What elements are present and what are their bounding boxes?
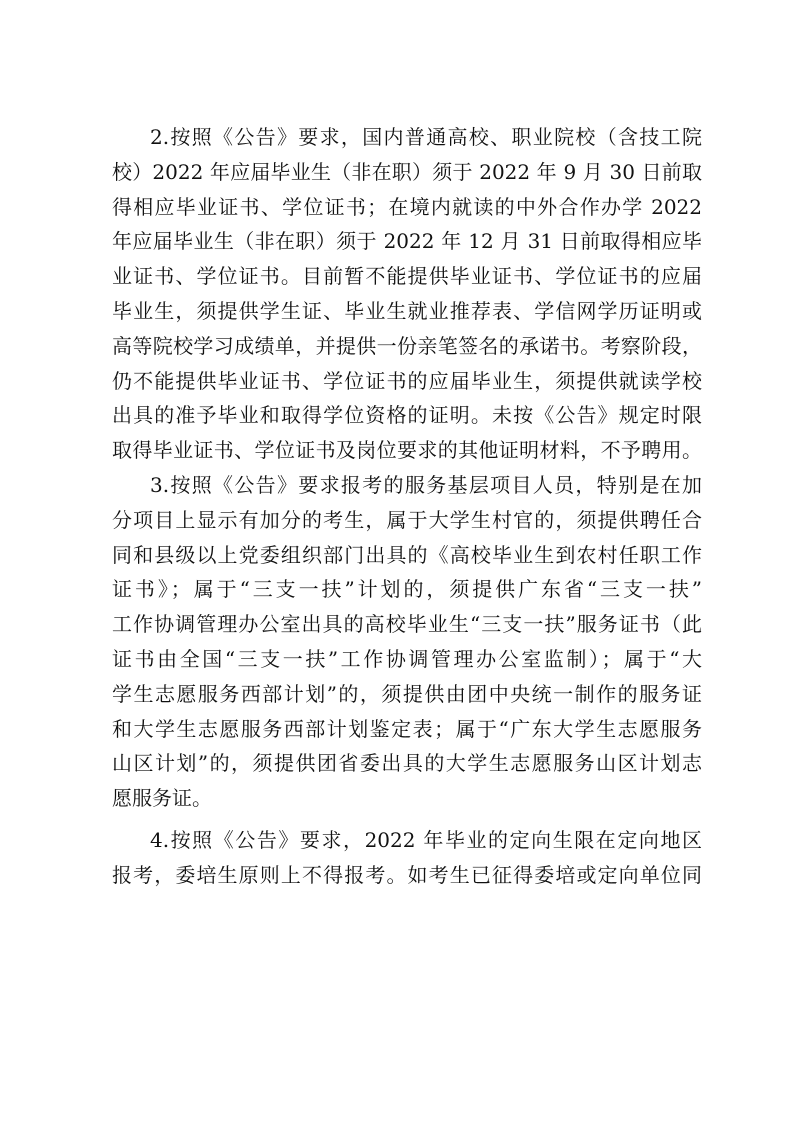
text-line: 分项目上显示有加分的考生，属于大学生村官的，须提供聘任合 (112, 507, 702, 532)
paragraph-item-4 (112, 823, 702, 893)
text-line: 证书》；属于“三支一扶”计划的，须提供广东省“三支一扶” (112, 577, 702, 602)
text-line: 仍不能提供毕业证书、学位证书的应届毕业生，须提供就读学校 (112, 368, 702, 393)
text-line: 工作协调管理办公室出具的高校毕业生“三支一扶”服务证书（此 (112, 612, 702, 637)
text-line: 和大学生志愿服务西部计划鉴定表；属于“广东大学生志愿服务 (112, 716, 702, 741)
paragraph-item-3 (112, 468, 702, 816)
text-line: 取得毕业证书、学位证书及岗位要求的其他证明材料，不予聘用。 (112, 438, 702, 463)
text-line: 同和县级以上党委组织部门出具的《高校毕业生到农村任职工作 (112, 542, 702, 567)
text-line: 报考，委培生原则上不得报考。如考生已征得委培或定向单位同 (112, 862, 702, 887)
text-line: 3.按照《公告》要求报考的服务基层项目人员，特别是在加 (150, 472, 702, 497)
text-line: 毕业生，须提供学生证、毕业生就业推荐表、学信网学历证明或 (112, 298, 702, 323)
text-line: 证书由全国“三支一扶”工作协调管理办公室监制）；属于“大 (112, 646, 702, 671)
paragraph-spacer (112, 816, 702, 823)
text-line: 愿服务证。 (112, 786, 212, 811)
text-line: 高等院校学习成绩单，并提供一份亲笔签名的承诺书。考察阶段， (112, 333, 702, 358)
text-line: 4.按照《公告》要求，2022 年毕业的定向生限在定向地区 (150, 827, 702, 852)
text-line: 2.按照《公告》要求，国内普通高校、职业院校（含技工院 (150, 125, 702, 149)
text-line: 业证书、学位证书。目前暂不能提供毕业证书、学位证书的应届 (112, 264, 702, 289)
paragraph-item-2 (112, 120, 702, 468)
document-body (112, 120, 702, 893)
text-line: 出具的准予毕业和取得学位资格的证明。未按《公告》规定时限 (112, 403, 702, 428)
text-line: 学生志愿服务西部计划”的，须提供由团中央统一制作的服务证 (112, 681, 702, 706)
text-line: 校）2022 年应届毕业生（非在职）须于 2022 年 9 月 30 日前取 (112, 159, 702, 184)
text-line: 得相应毕业证书、学位证书；在境内就读的中外合作办学 2022 (112, 194, 702, 219)
text-line: 山区计划”的，须提供团省委出具的大学生志愿服务山区计划志 (112, 751, 702, 776)
text-line: 年应届毕业生（非在职）须于 2022 年 12 月 31 日前取得相应毕 (112, 229, 702, 254)
